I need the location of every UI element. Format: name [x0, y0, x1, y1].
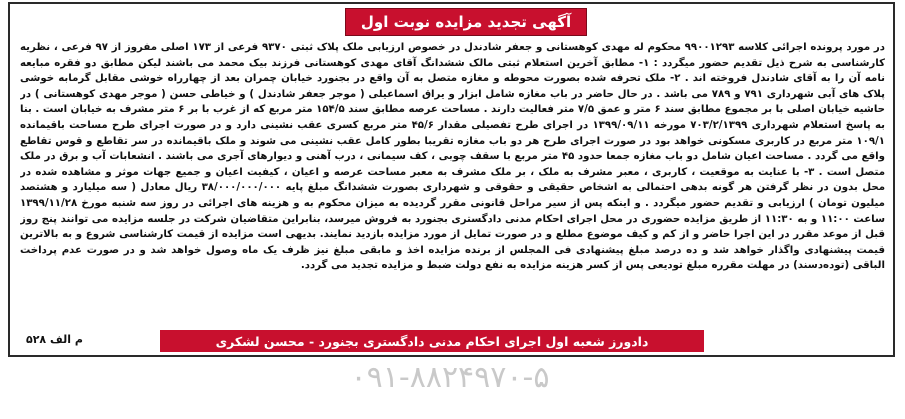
notice-title-banner: [345, 8, 587, 36]
reference-number: م الف ۵۲۸: [26, 333, 83, 346]
notice-title: آگهی تجدید مزایده نوبت اول: [360, 13, 572, 31]
signature-banner: [160, 330, 704, 352]
signature-text: دادورز شعبه اول اجرای احکام مدنی دادگستری بجنورد - محسن لشکری: [215, 333, 649, 349]
watermark-phone-number: ۰۹۱-۸۸۲۴۹۷۰-۵: [350, 360, 550, 395]
notice-body: در مورد پرونده اجرائی کلاسه ۹۹۰۰۱۲۹۳ محکوم له مهدی کوهستانی و جعفر شادندل در خصوص ارزیابی ملک پلاک ثبتی ۹۳۷۰ فرعی از ۱۷۳ اصلی مفروز از ۹۷ فرعی ، نظریه کارشناسی به شرح ذیل تقدیم حضور میگردد : ۱- مطابق آخرین استعلام ثبتی مالک ششدانگ آقای مهدی کوهستانی فرزند بیک محمد می باشند لیکن مطابق دو فقره مبایعه نامه آن را به آقای شادندل فروخته اند . ۲- ملک تحرفه شده بصورت محوطه و مغازه متصل به آن واقع در بجنورد خیابان چمران بعد از چهارراه خوشی مقابل گرمابه خوشی پلاک های آبی شهرداری ۷۹۱ و ۷۸۹ می باشد . در حال حاضر در باب مغازه شامل ابزار و یراق اسماعیلی ( موجر جعفر شادندل ) و خیاطی حسن ( موجر مهدی کوهستانی ) در حاشیه خیابان اصلی با بر مجموع مطابق سند ۶ متر و عمق ۷/۵ متر فعالیت دارند . مساحت عرصه مطابق سند ۱۵۴/۵ متر مربع که از غرب با بر ۶ متر مشرف به خیابان است . بنا به پاسخ استعلام شهرداری ۷۰۳/۲/۱۳۹۹ مورخه ۱۳۹۹/۰۹/۱۱ در اجرای طرح تفصیلی مقدار ۴۵/۶ متر مربع کسری عقب نشینی دارد و در صورت اجرای طرح مساحت باقیمانده ۱۰۹/۱ متر مربع در کاربری مسکونی خواهد بود در صورت اجرای طرح هر دو باب مغازه تقریبا بطور کامل عقب نشینی می شوند و ملک باقیمانده در سر تقاطع و قوس تقاطع واقع می گردد . مساحت اعیان شامل دو باب مغازه جمعا حدود ۴۵ متر مربع با سقف چوبی ، کف سیمانی ، درب آهنی و دیوارهای آجری می باشند . انشعابات آب و برق در ملک متصل است . ۳- با عنایت به موقعیت ، کاربری ، معبر مشرف به ملک ، بر ملک مشرف به معبر مساحت عرصه و اعیان ، کیفیت اعیان و جمیع جهات موثر و مشاهده شده در محل بدون در نظر گرفتن هر گونه بدهی احتمالی به اشخاص حقیقی و حقوقی و شهرداری بصورت ششدانگ مبلغ پایه ۳۸/۰۰۰/۰۰۰/۰۰۰ ریال معادل ( سه میلیارد و هشتصد میلیون تومان ) ارزیابی و تقدیم حضور میگردد . و اینکه پس از سیر مراحل قانونی مقرر گردیده به میزان محکوم به و هزینه های اجرائی در روز سه شنبه مورخ ۱۳۹۹/۱۱/۲۸ ساعت ۱۱:۰۰ و به ۱۱:۳۰ از طریق مزایده حضوری در محل اجرای احکام مدنی دادگستری بجنورد به فروش میرسد، بنابراین متقاضیان شرکت در جلسه مزایده می توانند پنج روز قبل از موعد مقرر در این اجرا حاضر و از کم و کیف موضوع مطلع و در صورت تمایل از مورد مزایده بازدید نمایند. بدیهی است مزایده از قیمت کارشناسی شروع و به بالاترین قیمت پیشنهادی واگذار خواهد شد و ده درصد مبلغ پیشنهادی فی المجلس از برنده مزایده اخذ و مابقی مبلغ نیز ظرف یک ماه وصول خواهد شد و در صورت عدم پرداخت الباقی (توده‌دسند) در مهلت مقرره مبلغ تودیعی پس از کسر هزینه مزایده به نفع دولت ضبط و مزایده تجدید می گردد.: [20, 42, 885, 272]
auction-notice: [8, 2, 895, 357]
